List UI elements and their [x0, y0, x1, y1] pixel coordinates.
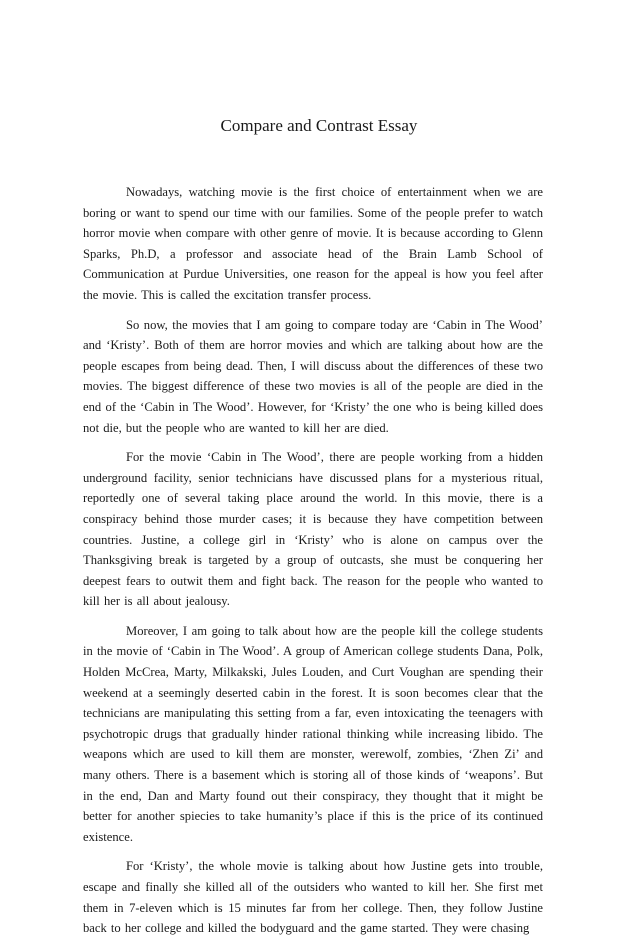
paragraph-5: For ‘Kristy’, the whole movie is talking about how Justine gets into trouble, escape and finally she killed all of the outsiders who wanted to kill her. She first met them in 7-eleven which is 15 minutes far from her college. Then, they follow Justine back to her college and killed the bodyguard and the game started. They were chasing — [83, 859, 543, 936]
essay-body — [83, 182, 543, 948]
paragraph-3: For the movie ‘Cabin in The Wood’, there are people working from a hidden underground facility, senior technicians have discussed plans for a mysterious ritual, reportedly one of several taking place around the world. In this movie, there is a conspiracy behind those murder cases; it is because they have competition between countries. Justine, a college girl in ‘Kristy’ who is alone on campus over the Thanksgiving break is targeted by a group of outcasts, she must be conquering her deepest fears to outwit them and fight back. The reason for the people who wanted to kill her is all about jealousy. — [83, 450, 543, 609]
paragraph-4: Moreover, I am going to talk about how are the people kill the college students in the movie of ‘Cabin in The Wood’. A group of American college students Dana, Polk, Holden McCrea, Marty, Milkakski, Jules Louden, and Curt Voughan are spending their weekend at a seemingly deserted cabin in the forest. It is soon becomes clear that the technicians are manipulating this setting from a far, even intoxicating the teenagers with psychotropic drugs that gradually hinder rational thinking while increasing libido. The weapons which are used to kill them are monster, werewolf, zombies, ‘Zhen Zi’ and many others. There is a basement which is storing all of those kinds of ‘weapons’. But in the end, Dan and Marty found out their conspiracy, they thought that it might be better for another spiecies to take humanity’s place if this is the price of its continued existence. — [83, 623, 543, 844]
paragraph-1: Nowadays, watching movie is the first choice of entertainment when we are boring or want to spend our time with our families. Some of the people prefer to watch horror movie when compare with other genre of movie. It is because according to Glenn Sparks, Ph.D, a professor and associate head of the Brain Lamb School of Communication at Purdue Universities, one reason for the appeal is how you feel after the movie. This is called the excitation transfer process. — [83, 185, 543, 302]
paragraph-2: So now, the movies that I am going to compare today are ‘Cabin in The Wood’ and ‘Kristy’. Both of them are horror movies and which are talking about how are the people escapes from being dead. Then, I will discuss about the differences of these two movies. The biggest difference of these two movies is all of the people are died in the end of the ‘Cabin in The Wood’. However, for ‘Kristy’ the one who is being killed does not die, but the people who are wanted to kill her are died. — [83, 317, 543, 435]
essay-title: Compare and Contrast Essay — [220, 116, 418, 135]
